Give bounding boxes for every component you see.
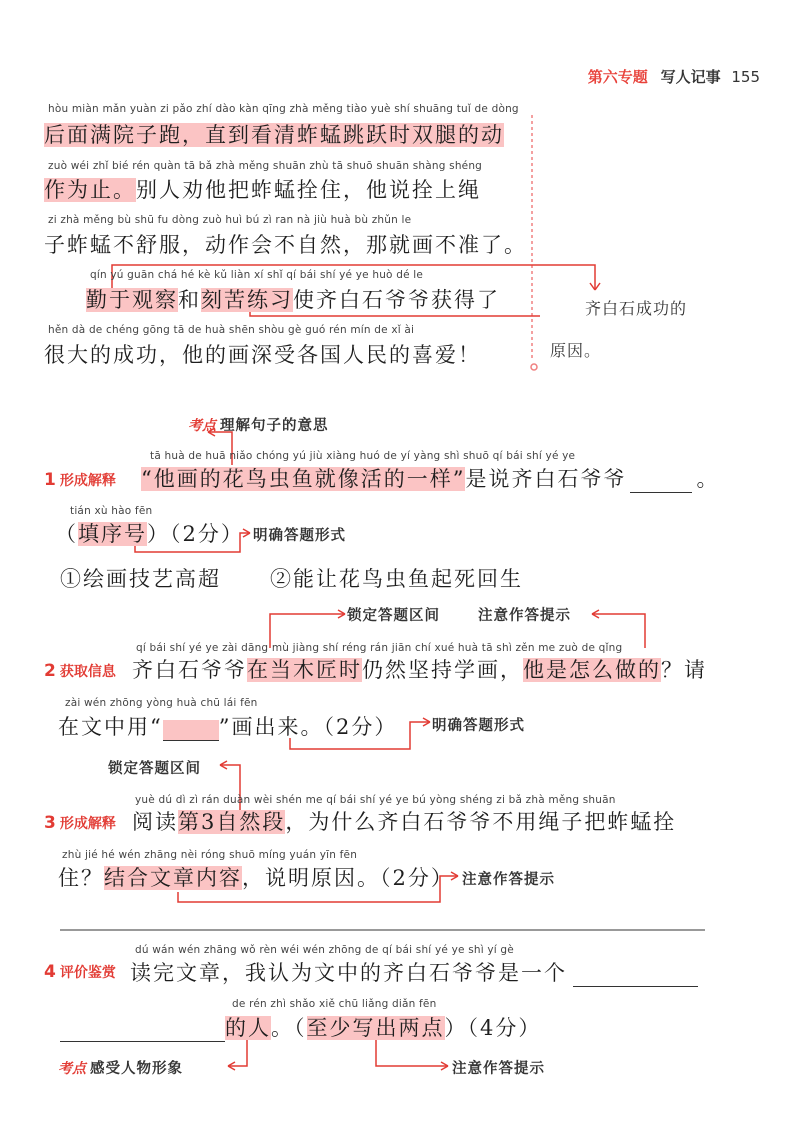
q4-pinyin2: de rén zhì shǎo xiě chū liǎng diǎn fēn bbox=[232, 998, 437, 1010]
q3-pre: 阅读 bbox=[132, 810, 178, 834]
q1-line2-text: ）（2分） bbox=[147, 522, 244, 546]
q1-pinyin2: tián xù hào fēn bbox=[70, 505, 153, 517]
q3-pinyin2: zhù jié hé wén zhāng nèi róng shuō míng yuán yīn fēn bbox=[62, 849, 358, 861]
q3-line2 bbox=[58, 862, 454, 892]
passage-line2-hl: 作为止。 bbox=[44, 178, 136, 202]
passage-line5: 很大的成功，他的画深受各国人民的喜爱！ bbox=[44, 343, 481, 367]
q1-tag-label: 形成解释 bbox=[59, 473, 116, 489]
passage-line2-pinyin: zuò wéi zhǐ bié rén quàn tā bǎ zhà měng shuān zhù tā shuō shuān shàng shéng bbox=[48, 160, 483, 172]
q1-line2-hl: 填序号 bbox=[78, 522, 147, 546]
q3-hl: 第3自然段 bbox=[178, 810, 286, 834]
q1-line1 bbox=[141, 463, 719, 493]
passage-line2 bbox=[44, 174, 481, 204]
q1-kaodian bbox=[188, 414, 329, 435]
q4-tag bbox=[44, 962, 116, 982]
q2-pinyin: qí bái shí yé ye zài dāng mù jiàng shí réng rán jiān chí xué huà tā shì zěn me zuò de qǐng bbox=[136, 642, 623, 654]
q2-note-a: 锁定答题区间 bbox=[347, 607, 440, 624]
q1-line2 bbox=[55, 518, 244, 548]
q3-note: 注意作答提示 bbox=[462, 871, 555, 888]
q4-line2-hl: 的人 bbox=[225, 1016, 271, 1040]
passage-line4-pinyin: qín yú guān chá hé kè kǔ liàn xí shǐ qí bái shí yé ye huò dé le bbox=[90, 269, 424, 281]
q4-note: 注意作答提示 bbox=[452, 1060, 545, 1077]
q4-number: 4 bbox=[44, 962, 56, 982]
q4-text: 读完文章，我认为文中的齐白石爷爷是一个 bbox=[130, 961, 567, 985]
q4-answer-blank-2[interactable] bbox=[60, 1019, 225, 1042]
side-note-line2: 原因。 bbox=[550, 341, 602, 360]
q2-line1 bbox=[132, 654, 707, 684]
passage-line4-text: 使齐白石爷爷获得了 bbox=[293, 288, 500, 312]
q1-number: 1 bbox=[44, 470, 56, 490]
q1-answer-blank[interactable] bbox=[630, 470, 692, 493]
q4-line2-hl2: 至少写出两点 bbox=[306, 1016, 445, 1040]
q4-kaodian-text: 感受人物形象 bbox=[90, 1060, 183, 1077]
passage-line1-pinyin: hòu miàn mǎn yuàn zi pǎo zhí dào kàn qīng zhà měng tiào yuè shí shuāng tuǐ de dòng bbox=[48, 103, 519, 115]
q4-tag-label: 评价鉴赏 bbox=[59, 965, 116, 981]
q2-mid: 仍然坚持学画， bbox=[362, 658, 523, 682]
q4-line2 bbox=[60, 1012, 541, 1042]
passage-line4-hl-a: 勤于观察 bbox=[86, 288, 178, 312]
q2-tag-label: 获取信息 bbox=[59, 664, 116, 680]
q3-note-top: 锁定答题区间 bbox=[108, 760, 201, 777]
q3-line2-hl: 结合文章内容 bbox=[104, 866, 242, 890]
q1-paren: （ bbox=[55, 522, 78, 546]
q1-pinyin: tā huà de huā niǎo chóng yú jiù xiàng huó de yí yàng shì shuō qí bái shí yé ye bbox=[150, 450, 576, 462]
q1-quote: “他画的花鸟虫鱼就像活的一样” bbox=[141, 467, 466, 491]
q1-option-2: ②能让花鸟虫鱼起死回生 bbox=[270, 567, 523, 591]
q3-answer-line[interactable] bbox=[60, 910, 705, 932]
q2-note: 明确答题形式 bbox=[432, 717, 525, 734]
q4-line1 bbox=[130, 957, 698, 987]
q3-line2-pre: 住？ bbox=[58, 866, 104, 890]
q1-kaodian-label: 考点 bbox=[188, 418, 216, 434]
passage-line3: 子蚱蜢不舒服，动作会不自然，那就画不准了。 bbox=[44, 233, 527, 257]
q1-note: 明确答题形式 bbox=[253, 527, 346, 544]
q2-line2 bbox=[58, 711, 397, 741]
q4-answer-blank-1[interactable] bbox=[573, 964, 698, 987]
q4-kaodian bbox=[58, 1057, 183, 1078]
q3-line1 bbox=[132, 806, 676, 836]
q2-hl1: 在当木匠时 bbox=[247, 658, 362, 682]
q2-note-b: 注意作答提示 bbox=[478, 607, 571, 624]
passage-line1-text: 后面满院子跑，直到看清蚱蜢跳跃时双腿的动 bbox=[44, 123, 504, 147]
q2-end: ？请 bbox=[661, 658, 707, 682]
q3-number: 3 bbox=[44, 813, 56, 833]
q4-line2-text: ）（4分） bbox=[444, 1016, 542, 1040]
q2-tag bbox=[44, 661, 116, 681]
q4-line2-mid: 。（ bbox=[271, 1016, 307, 1040]
passage-line4-hl-b: 刻苦练习 bbox=[201, 288, 293, 312]
passage-line1 bbox=[44, 119, 504, 149]
q3-pinyin: yuè dú dì zì rán duàn wèi shén me qí bái shí yé ye bú yòng shéng zi bǎ zhà měng shuān bbox=[135, 794, 616, 806]
q2-underline-sample bbox=[163, 720, 219, 741]
side-note-line1: 齐白石成功的 bbox=[585, 299, 688, 318]
passage-line3-pinyin: zi zhà měng bù shū fu dòng zuò huì bú zì ran nà jiù huà bù zhǔn le bbox=[48, 214, 412, 226]
q2-hl2: 他是怎么做的 bbox=[523, 658, 661, 682]
q2-number: 2 bbox=[44, 661, 56, 681]
page-number: 155 bbox=[731, 68, 760, 86]
q2-line2-pre: 在文中用“ bbox=[58, 715, 163, 739]
q3-line2-text: ，说明原因。（2分） bbox=[242, 866, 454, 890]
q3-text: ，为什么齐白石爷爷不用绳子把蚱蜢拴 bbox=[285, 810, 677, 834]
q1-text: 是说齐白石爷爷 bbox=[465, 467, 627, 491]
q3-tag-label: 形成解释 bbox=[59, 816, 116, 832]
q2-line2-post: ”画出来。（2分） bbox=[218, 715, 398, 739]
q1-kaodian-text: 理解句子的意思 bbox=[220, 417, 329, 434]
passage-line5-pinyin: hěn dà de chéng gōng tā de huà shēn shòu gè guó rén mín de xǐ ài bbox=[48, 324, 415, 336]
q2-pinyin2: zài wén zhōng yòng huà chū lái fēn bbox=[65, 697, 258, 709]
section-title: 写人记事 bbox=[660, 68, 721, 86]
q1-end: 。 bbox=[696, 467, 720, 491]
q1-option-1: ①绘画技艺高超 bbox=[60, 567, 221, 591]
passage-line4 bbox=[86, 284, 500, 314]
q3-tag bbox=[44, 813, 116, 833]
passage-line4-mid: 和 bbox=[178, 288, 201, 312]
q2-pre: 齐白石爷爷 bbox=[132, 658, 247, 682]
q4-kaodian-label: 考点 bbox=[58, 1061, 86, 1077]
passage-line2-text: 别人劝他把蚱蜢拴住，他说拴上绳 bbox=[136, 178, 481, 202]
q4-pinyin: dú wán wén zhāng wǒ rèn wéi wén zhōng de qí bái shí yé ye shì yí gè bbox=[135, 944, 514, 956]
q1-tag bbox=[44, 470, 116, 490]
section-label: 第六专题 bbox=[587, 68, 648, 86]
page-header bbox=[588, 66, 760, 87]
